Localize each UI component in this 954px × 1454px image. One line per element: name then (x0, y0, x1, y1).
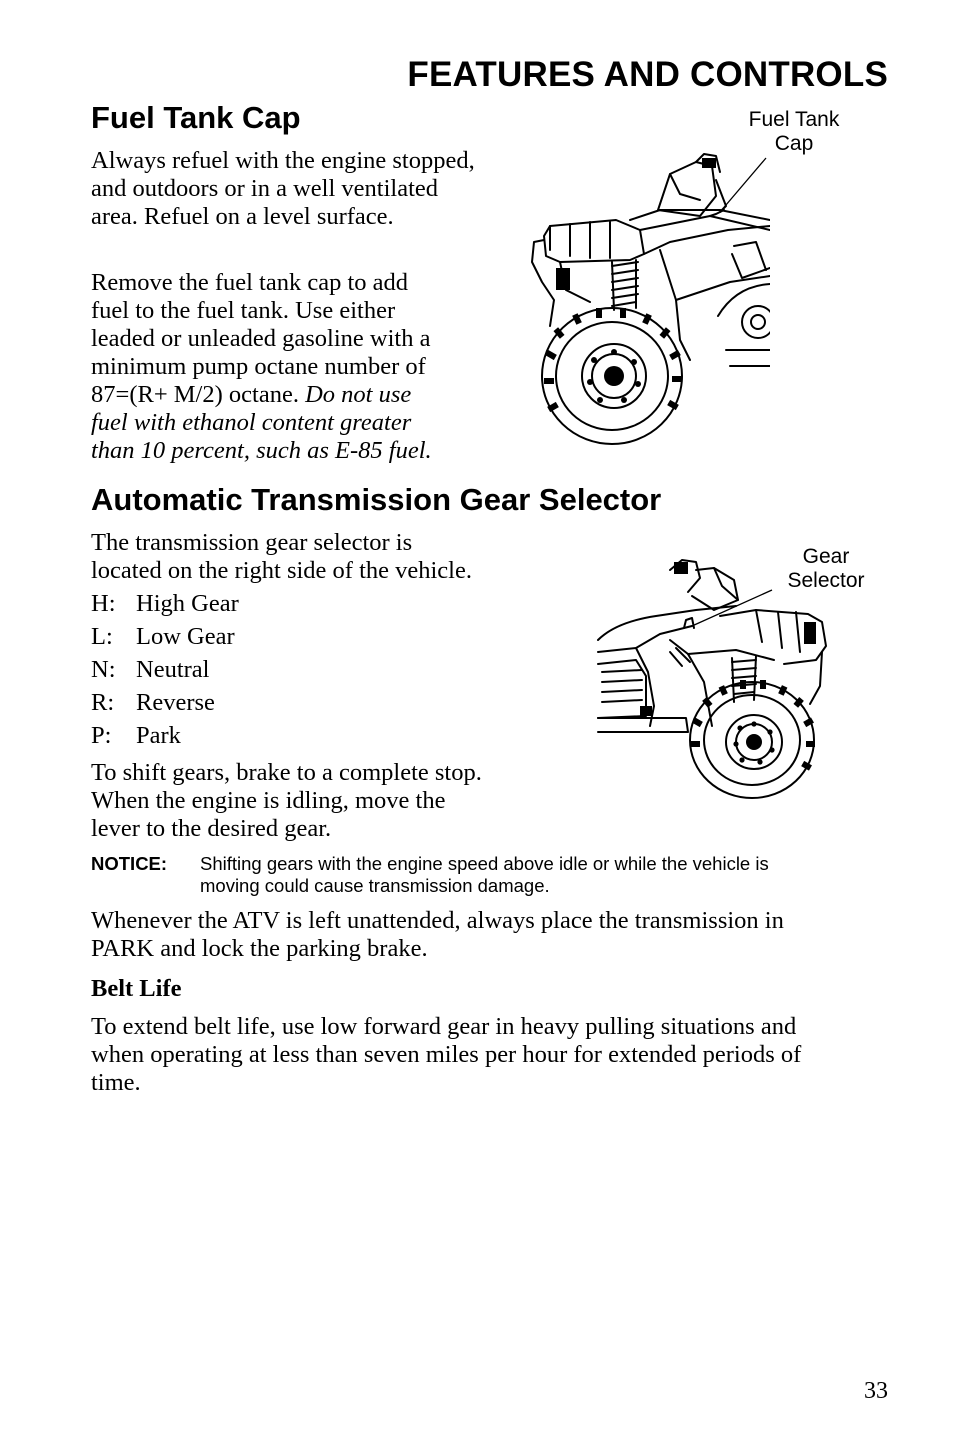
notice-label: NOTICE: (91, 853, 168, 874)
fuel-tank-cap-heading: Fuel Tank Cap (91, 100, 301, 135)
notice-text (200, 853, 900, 897)
gear-intro-line: The transmission gear selector is (91, 529, 413, 556)
ethanol-warning-text: than 10 percent, such as E-85 fuel. (91, 437, 432, 464)
fuel-octane-line (91, 381, 491, 409)
fuel-refuel-paragraph: Always refuel with the engine stopped, and outdoors or in a well ventilated area. Refuel on a level surface. (91, 147, 475, 230)
callout-leader-line (720, 158, 766, 212)
fuel-octane-line (91, 409, 491, 437)
callout-line: Fuel Tank (748, 108, 840, 131)
gear-label: Park (136, 722, 181, 749)
fuel-octane-line: fuel to the fuel tank. Use either (91, 297, 396, 324)
page-number: 33 (864, 1378, 888, 1404)
belt-life-heading: Belt Life (91, 975, 182, 1002)
shift-line: lever to the desired gear. (91, 815, 332, 842)
gear-position-item (91, 686, 391, 719)
park-line: PARK and lock the parking brake. (91, 935, 428, 962)
gear-code: N: (91, 656, 116, 683)
gear-position-item (91, 653, 391, 686)
gear-code: H: (91, 590, 116, 617)
shift-line: When the engine is idling, move the (91, 787, 446, 814)
gear-code: L: (91, 623, 113, 650)
callout-line: Gear (802, 545, 850, 568)
notice-line: Shifting gears with the engine speed above idle or while the vehicle is (200, 853, 769, 874)
gear-position-item (91, 620, 391, 653)
fuel-octane-line: leaded or unleaded gasoline with a (91, 325, 431, 352)
park-instructions (91, 907, 901, 963)
shift-instructions (91, 759, 561, 843)
gear-label: Low Gear (136, 623, 235, 650)
fuel-octane-line: Remove the fuel tank cap to add (91, 269, 409, 296)
gear-selector-heading: Automatic Transmission Gear Selector (91, 482, 662, 517)
gear-label: Reverse (136, 689, 215, 716)
atv-gear-selector-illustration (596, 556, 828, 800)
octane-spec-text: 87=(R+ M/2) octane. (91, 381, 306, 408)
callout-line: Selector (787, 569, 865, 592)
fuel-octane-line: minimum pump octane number of (91, 353, 426, 380)
gear-position-item (91, 719, 391, 752)
atv-fuel-tank-illustration (520, 150, 770, 445)
page-header: FEATURES AND CONTROLS (407, 55, 888, 94)
belt-life-paragraph (91, 1013, 901, 1097)
ethanol-warning-text: Do not use (305, 381, 412, 408)
gear-intro-line: located on the right side of the vehicle. (91, 557, 472, 584)
belt-life-line: To extend belt life, use low forward gear in heavy pulling situations and (91, 1013, 797, 1040)
fuel-octane-paragraph (91, 269, 491, 465)
belt-life-line: time. (91, 1069, 141, 1096)
gear-positions-list (91, 587, 391, 752)
gear-code: P: (91, 722, 112, 749)
gear-selector-intro (91, 529, 551, 585)
fuel-octane-line (91, 437, 491, 465)
gear-position-item (91, 587, 391, 620)
ethanol-warning-text: fuel with ethanol content greater (91, 409, 412, 436)
callout-line: Cap (774, 132, 814, 155)
fuel-tank-cap-callout (730, 108, 858, 156)
gear-label: High Gear (136, 590, 239, 617)
park-line: Whenever the ATV is left unattended, always place the transmission in (91, 907, 784, 934)
belt-life-line: when operating at less than seven miles per hour for extended periods of (91, 1041, 802, 1068)
gear-code: R: (91, 689, 115, 716)
gear-label: Neutral (136, 656, 210, 683)
notice-line: moving could cause transmission damage. (200, 875, 550, 896)
shift-line: To shift gears, brake to a complete stop. (91, 759, 482, 786)
